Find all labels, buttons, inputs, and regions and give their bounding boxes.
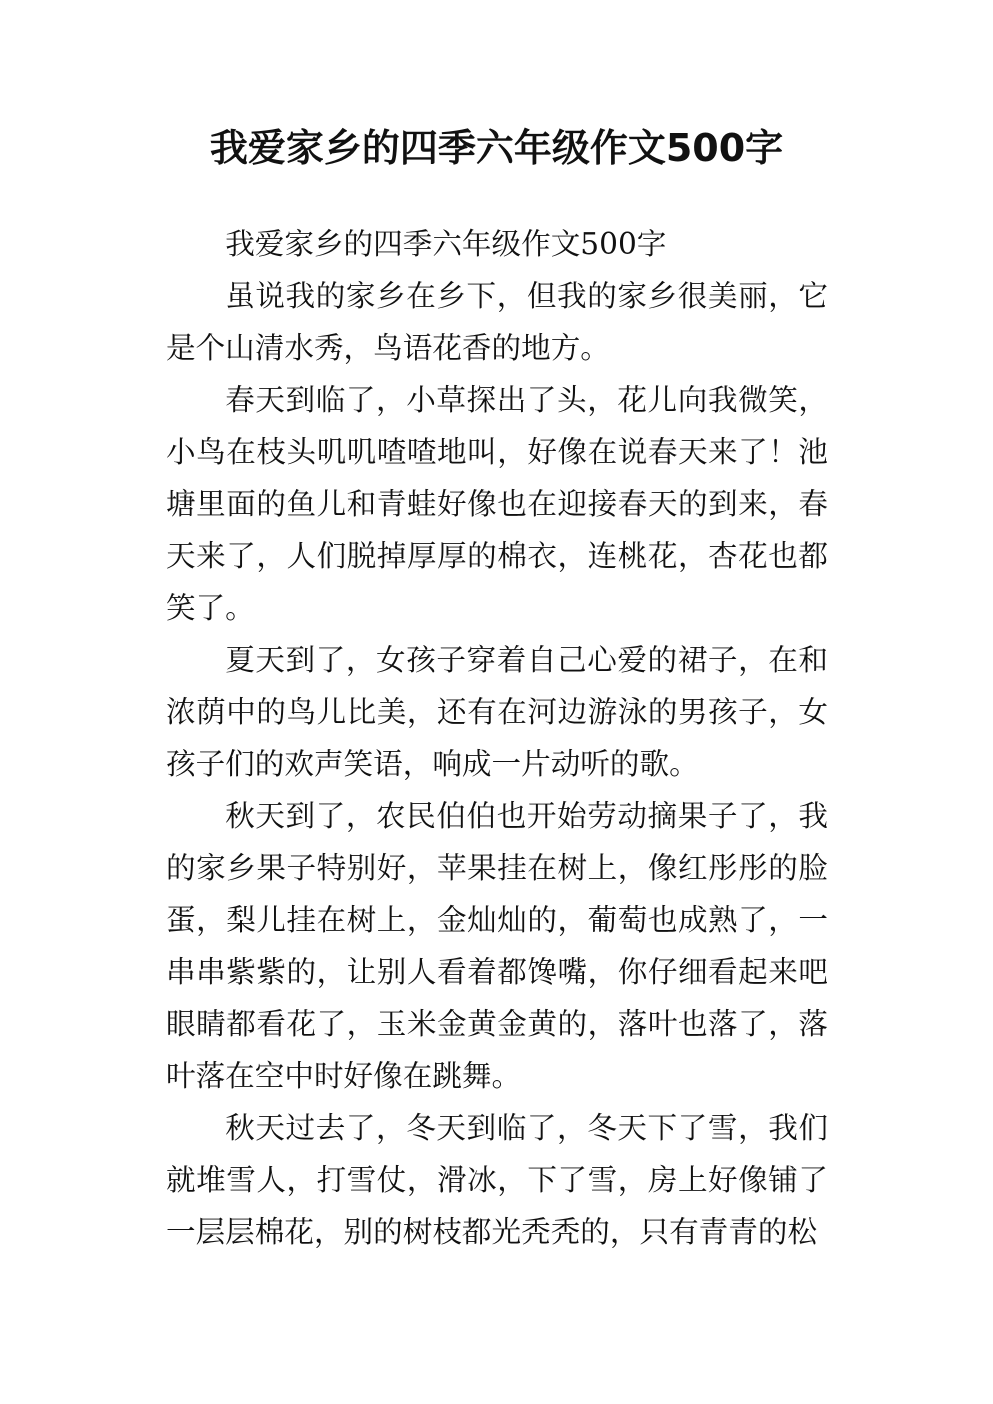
paragraph-heading-repeat: 我爱家乡的四季六年级作文500字	[225, 227, 667, 261]
paragraph-spring: 春天到临了，小草探出了头，花儿向我微笑，小鸟在枝头叽叽喳喳地叫，好像在说春天来了！池塘里面的鱼儿和青蛙好像也在迎接春天的到来，春天来了，人们脱掉厚厚的棉衣，连桃花，杏花也都笑了。	[166, 383, 828, 625]
paragraph-summer: 夏天到了，女孩子穿着自己心爱的裙子，在和浓荫中的鸟儿比美，还有在河边游泳的男孩子，女孩子们的欢声笑语，响成一片动听的歌。	[166, 643, 828, 781]
document-body	[166, 218, 828, 1258]
paragraph-autumn: 秋天到了，农民伯伯也开始劳动摘果子了，我的家乡果子特别好，苹果挂在树上，像红彤彤的脸蛋，梨儿挂在树上，金灿灿的，葡萄也成熟了，一串串紫紫的，让别人看着都馋嘴，你仔细看起来吧眼睛都看花了，玉米金黄金黄的，落叶也落了，落叶落在空中时好像在跳舞。	[166, 799, 828, 1093]
document-title: 我爱家乡的四季六年级作文500字	[209, 126, 784, 170]
paragraph-intro: 虽说我的家乡在乡下，但我的家乡很美丽，它是个山清水秀，鸟语花香的地方。	[166, 279, 828, 365]
paragraph-winter: 秋天过去了，冬天到临了，冬天下了雪，我们就堆雪人，打雪仗，滑冰，下了雪，房上好像铺了一层层棉花，别的树枝都光秃秃的，只有青青的松	[166, 1111, 828, 1249]
